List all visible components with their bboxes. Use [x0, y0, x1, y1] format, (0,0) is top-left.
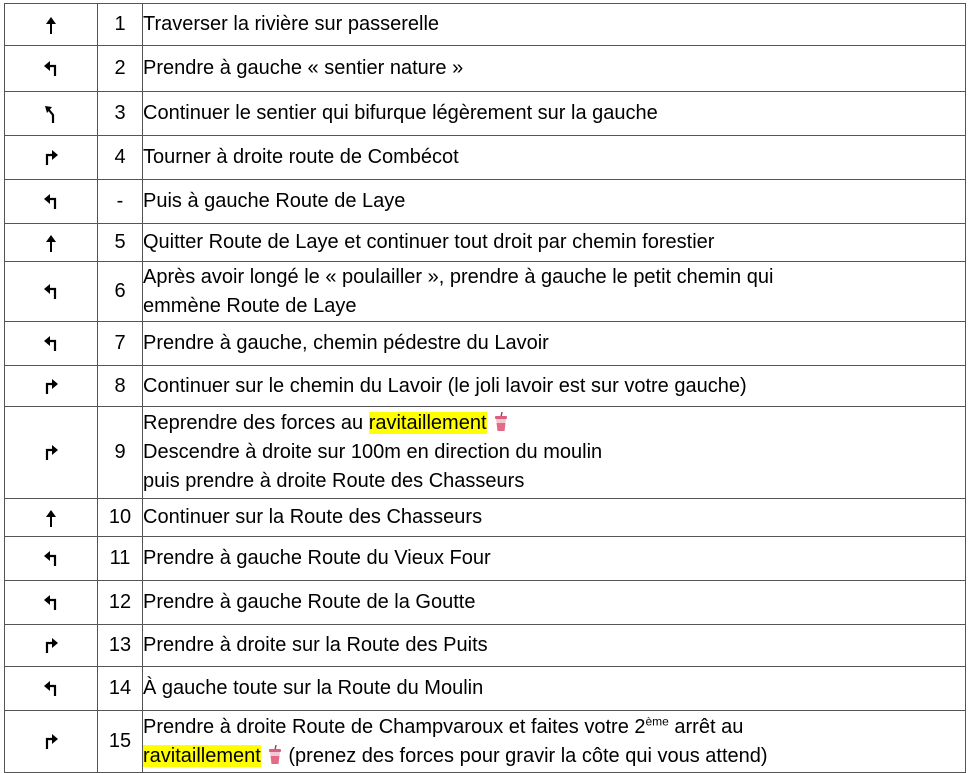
direction-cell	[5, 499, 98, 537]
step-instruction: Prendre à gauche Route de la Goutte	[143, 581, 966, 625]
table-row	[5, 136, 966, 180]
direction-cell	[5, 366, 98, 407]
left-turn-arrow-icon	[43, 549, 59, 567]
direction-cell	[5, 180, 98, 224]
direction-cell	[5, 92, 98, 136]
table-row	[5, 4, 966, 46]
instruction-line: Après avoir longé le « poulailler », prendre à gauche le petit chemin qui	[143, 265, 774, 288]
table-row	[5, 625, 966, 667]
right-turn-arrow-icon	[43, 377, 59, 395]
instruction-text: arrêt au	[668, 715, 744, 738]
table-row	[5, 262, 966, 322]
step-instruction: À gauche toute sur la Route du Moulin	[143, 667, 966, 711]
step-number: 12	[98, 581, 143, 625]
drink-cup-icon	[493, 412, 509, 432]
instruction-line	[143, 713, 965, 742]
step-instruction: Continuer sur le chemin du Lavoir (le joli lavoir est sur votre gauche)	[143, 366, 966, 407]
instruction-text: Reprendre des forces au	[143, 412, 369, 434]
drink-cup-icon	[267, 745, 283, 765]
table-row	[5, 667, 966, 711]
right-turn-arrow-icon	[43, 732, 59, 750]
right-turn-arrow-icon	[43, 636, 59, 654]
table-row	[5, 537, 966, 581]
step-instruction: Continuer sur la Route des Chasseurs	[143, 499, 966, 537]
slight-left-arrow-icon	[44, 104, 58, 124]
right-turn-arrow-icon	[43, 148, 59, 166]
table-row	[5, 180, 966, 224]
left-turn-arrow-icon	[43, 334, 59, 352]
table-row	[5, 407, 966, 499]
right-turn-arrow-icon	[43, 443, 59, 461]
step-number: 14	[98, 667, 143, 711]
instruction-line	[143, 409, 965, 438]
superscript-text: ème	[645, 713, 669, 728]
step-number: 4	[98, 136, 143, 180]
ravitaillement-highlight: ravitaillement	[143, 744, 261, 767]
table-row	[5, 711, 966, 773]
direction-cell	[5, 224, 98, 262]
direction-cell	[5, 262, 98, 322]
route-table	[4, 3, 966, 773]
step-instruction	[143, 711, 966, 773]
instruction-line: emmène Route de Laye	[143, 294, 357, 317]
straight-arrow-icon	[44, 15, 58, 35]
direction-cell	[5, 136, 98, 180]
step-instruction	[143, 407, 966, 499]
direction-cell	[5, 711, 98, 773]
step-instruction: Quitter Route de Laye et continuer tout droit par chemin forestier	[143, 224, 966, 262]
instruction-line: Descendre à droite sur 100m en direction du moulin	[143, 441, 603, 463]
left-turn-arrow-icon	[43, 59, 59, 77]
direction-cell	[5, 667, 98, 711]
step-number: 9	[98, 407, 143, 499]
step-number: 2	[98, 46, 143, 92]
direction-cell	[5, 4, 98, 46]
step-number: 10	[98, 499, 143, 537]
table-row	[5, 46, 966, 92]
left-turn-arrow-icon	[43, 593, 59, 611]
step-instruction: Continuer le sentier qui bifurque légèrement sur la gauche	[143, 92, 966, 136]
step-instruction: Prendre à gauche Route du Vieux Four	[143, 537, 966, 581]
step-instruction: Tourner à droite route de Combécot	[143, 136, 966, 180]
step-number: 6	[98, 262, 143, 322]
table-row	[5, 322, 966, 366]
direction-cell	[5, 322, 98, 366]
instruction-line	[143, 742, 965, 771]
direction-cell	[5, 581, 98, 625]
step-number: 13	[98, 625, 143, 667]
straight-arrow-icon	[44, 233, 58, 253]
step-number: 1	[98, 4, 143, 46]
ravitaillement-highlight: ravitaillement	[368, 412, 487, 434]
table-row	[5, 224, 966, 262]
direction-cell	[5, 625, 98, 667]
step-number: 5	[98, 224, 143, 262]
step-instruction: Puis à gauche Route de Laye	[143, 180, 966, 224]
table-row	[5, 92, 966, 136]
step-number: -	[98, 180, 143, 224]
instruction-line: puis prendre à droite Route des Chasseurs	[143, 470, 525, 492]
instruction-text: (prenez des forces pour gravir la côte qui vous attend)	[282, 744, 768, 767]
step-instruction	[143, 262, 966, 322]
step-number: 3	[98, 92, 143, 136]
direction-cell	[5, 537, 98, 581]
step-instruction: Prendre à gauche « sentier nature »	[143, 46, 966, 92]
step-number: 8	[98, 366, 143, 407]
step-number: 15	[98, 711, 143, 773]
left-turn-arrow-icon	[43, 282, 59, 300]
left-turn-arrow-icon	[43, 679, 59, 697]
left-turn-arrow-icon	[43, 192, 59, 210]
instruction-text: Prendre à droite Route de Champvaroux et faites votre 2	[143, 715, 646, 738]
table-row	[5, 499, 966, 537]
step-number: 11	[98, 537, 143, 581]
table-row	[5, 581, 966, 625]
step-instruction: Prendre à droite sur la Route des Puits	[143, 625, 966, 667]
step-instruction: Traverser la rivière sur passerelle	[143, 4, 966, 46]
straight-arrow-icon	[44, 508, 58, 528]
step-instruction: Prendre à gauche, chemin pédestre du Lavoir	[143, 322, 966, 366]
direction-cell	[5, 407, 98, 499]
direction-cell	[5, 46, 98, 92]
table-row	[5, 366, 966, 407]
step-number: 7	[98, 322, 143, 366]
